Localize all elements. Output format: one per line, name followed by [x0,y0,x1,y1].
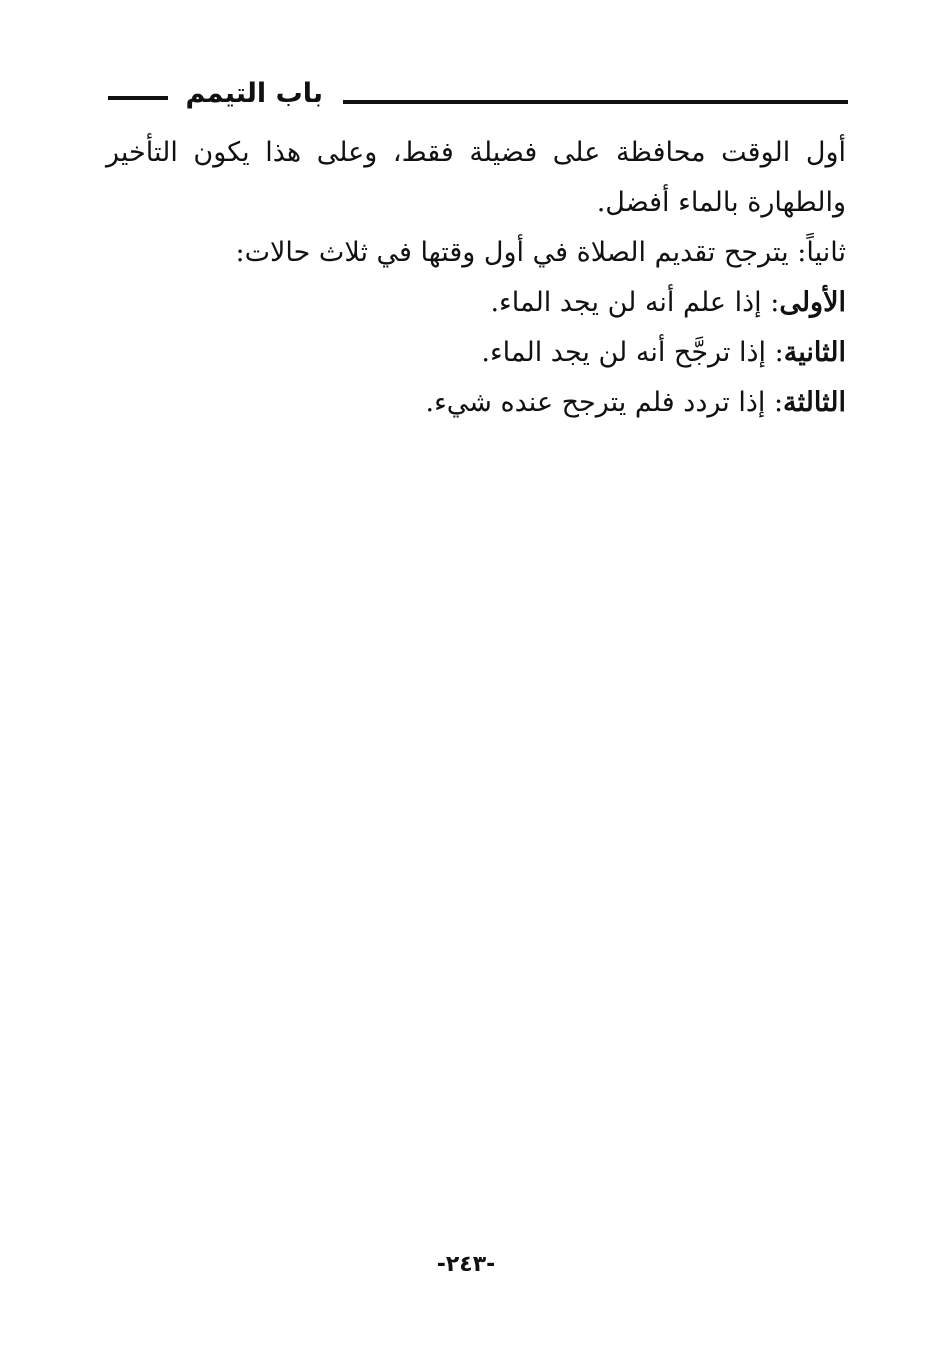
case-text-third: إذا تردد فلم يترجح عنده شيء. [425,387,766,418]
paragraph-2: ثانياً: يترجح تقديم الصلاة في أول وقتها في ثلاث حالات: [235,237,846,268]
case-item-first [106,278,846,328]
case-separator: : [766,337,784,368]
case-item-third [106,378,846,428]
case-item-second [106,328,846,378]
case-separator: : [765,387,784,418]
page-number: -٢٤٣- [436,1252,496,1277]
running-header [108,74,848,118]
case-label-third: الثالثة [783,387,846,418]
case-text-second: إذا ترجَّح أنه لن يجد الماء. [481,337,767,368]
paragraph-1: أول الوقت محافظة على فضيلة فقط، وعلى هذا يكون التأخير والطهارة بالماء أفضل. [106,137,846,218]
case-label-first: الأولى [779,287,846,318]
header-rule-right [343,100,848,104]
case-label-second: الثانية [783,337,846,368]
body-text [106,128,846,428]
case-text-first: إذا علم أنه لن يجد الماء. [490,287,762,318]
chapter-title: باب التيمم [185,78,323,109]
header-rule-left [108,96,168,100]
case-separator: : [761,287,780,318]
